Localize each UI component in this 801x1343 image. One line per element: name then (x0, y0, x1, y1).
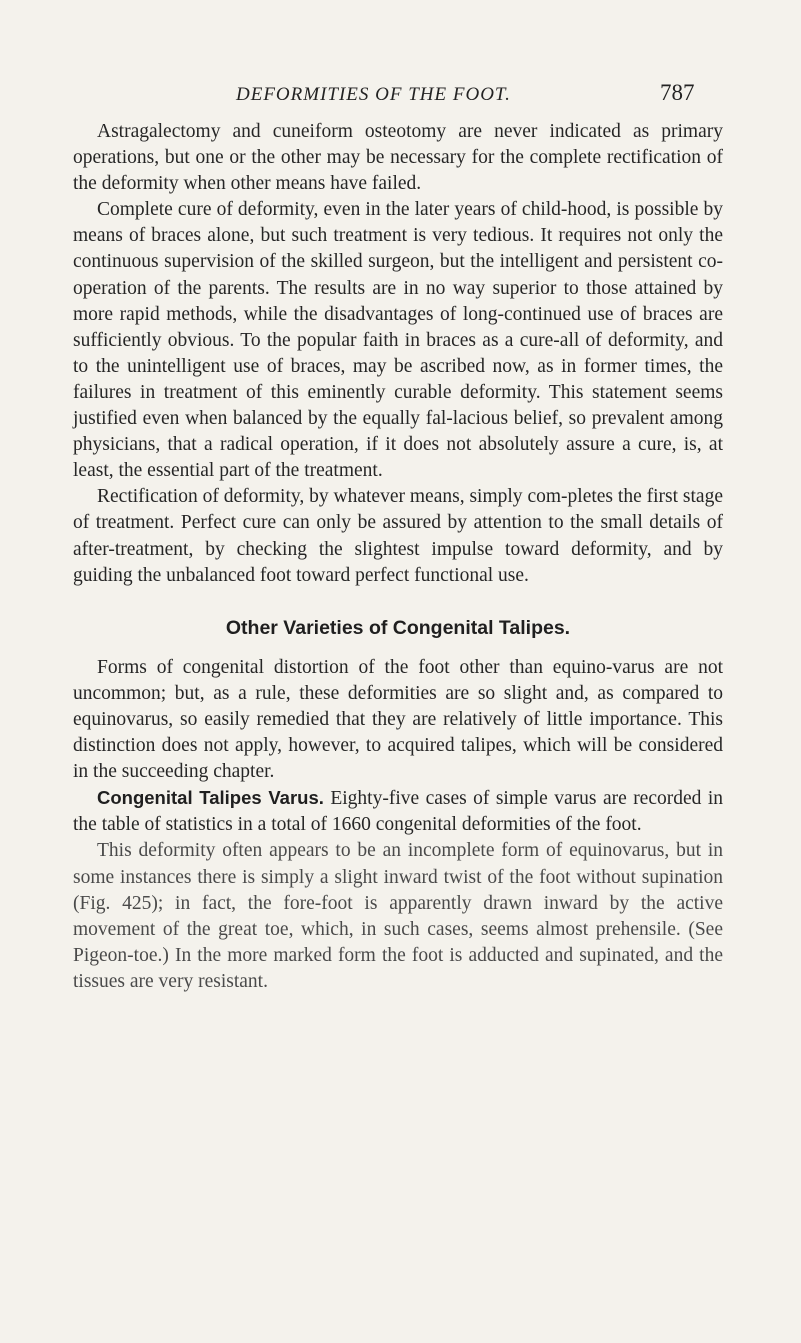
paragraph-varus-description: This deformity often appears to be an incomplete form of equinovarus, but in some instances there is simply a slight inward twist of the foot without supination (Fig. 425); in fact, the fore-foot is apparently drawn inward by the active movement of the great toe, which, in such cases, seems almost prehensile. (See Pigeon-toe.) In the more marked form the foot is adducted and supinated, and the tissues are very resistant. (73, 840, 723, 992)
varus-statistics-text: Eighty-five cases of simple varus are recorded in the table of statistics in a total of 1660 congenital deformities of the foot. (73, 788, 723, 836)
paragraph-varus-statistics (73, 785, 723, 838)
running-head: DEFORMITIES OF THE FOOT. (236, 84, 511, 105)
paragraph-astragalectomy: Astragalectomy and cuneiform osteotomy are never indicated as primary operations, but one or the other may be necessary for the complete rectification of the deformity when other means have failed. (73, 121, 723, 195)
page-number: 787 (660, 80, 695, 105)
subheading-congenital-talipes-varus: Congenital Talipes Varus. (97, 787, 324, 809)
section-heading: Other Varieties of Congenital Talipes. (225, 616, 571, 639)
body-text (73, 119, 723, 995)
paragraph-braces: Complete cure of deformity, even in the later years of child-hood, is possible by means of braces alone, but such treatment is very tedious. It requires not only the continuous supervision of the skilled surgeon, but the intelligent and persistent co-operation of the parents. The results are in no way superior to those attained by more rapid methods, while the disadvantages of long-continued use of braces are sufficiently obvious. To the popular faith in braces as a cure-all of deformity, and to the unintelligent use of braces, may be ascribed now, as in former times, the failures in treatment of this eminently curable deformity. This statement seems justified even when balanced by the equally fal-lacious belief, so prevalent among physicians, that a radical operation, if it does not absolutely assure a cure, is, at least, the essential part of the treatment. (73, 199, 723, 482)
paragraph-other-forms: Forms of congenital distortion of the foot other than equino-varus are not uncommon; but, as a rule, these deformities are so slight and, as compared to equinovarus, so easily remedied that they are relatively of little importance. This distinction does not apply, however, to acquired talipes, which will be considered in the succeeding chapter. (73, 656, 723, 783)
paragraph-rectification: Rectification of deformity, by whatever means, simply com-pletes the first stage of treatment. Perfect cure can only be assured by attention to the small details of after-treatment, by checking the slightest impulse toward deformity, and by guiding the unbalanced foot toward perfect functional use. (73, 486, 723, 586)
